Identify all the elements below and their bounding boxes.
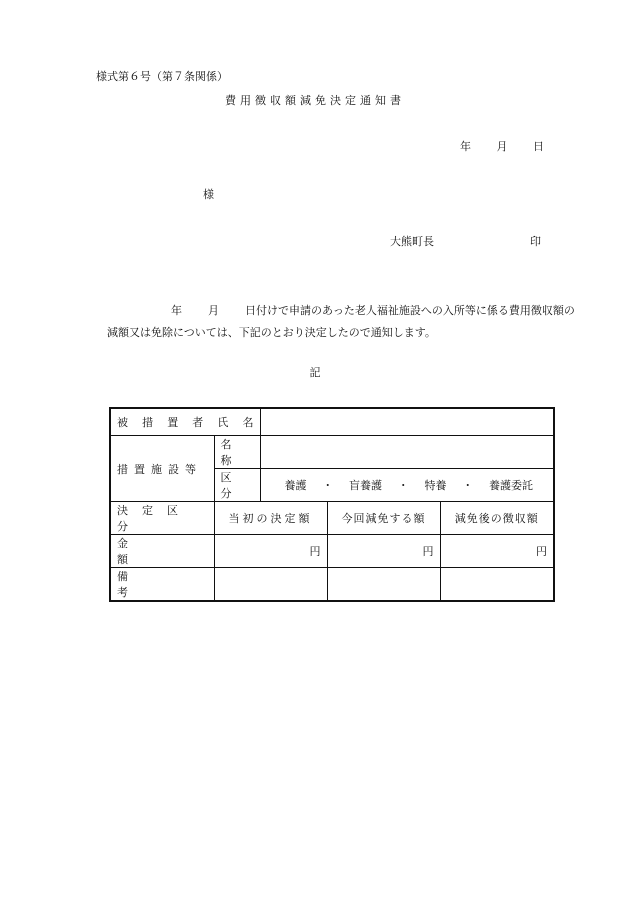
- body-year: 年: [171, 304, 182, 317]
- name-label-char: 者: [192, 416, 204, 429]
- row-amount: [110, 535, 554, 568]
- name-label-char: 措: [142, 416, 154, 429]
- decision-label: 決定区分: [110, 502, 214, 535]
- remarks-after[interactable]: [440, 568, 554, 602]
- remarks-label: 備考: [110, 568, 214, 602]
- row-headers: [110, 502, 554, 535]
- option-tokuyo: 特養: [424, 479, 447, 492]
- name-label-char: 氏: [217, 416, 229, 429]
- name-label-char: 被: [117, 416, 128, 429]
- name-label-cell: [110, 408, 260, 436]
- date-month: 月: [496, 140, 508, 153]
- name-label-char: 名: [242, 416, 254, 429]
- issue-date: [460, 138, 544, 154]
- col-initial: 当初の決定額: [214, 502, 327, 535]
- col-after: 減免後の徴収額: [440, 502, 554, 535]
- facility-name-label: 名称: [214, 436, 260, 469]
- option-dot-3: ・: [462, 479, 474, 492]
- notice-body: [107, 300, 577, 344]
- option-dot-1: ・: [322, 479, 334, 492]
- body-text: 日付けで申請のあった老人福祉施設への入所等に係る費用徴収額の減額又は免除については、下記のとおり決定したので通知します。: [107, 304, 575, 339]
- name-label: [117, 414, 254, 430]
- date-day: 日: [533, 140, 544, 153]
- option-yogo-itaku: 養護委託: [489, 479, 533, 492]
- remarks-initial[interactable]: [214, 568, 327, 602]
- row-remarks: [110, 568, 554, 602]
- option-dot-2: ・: [397, 479, 409, 492]
- addressee-suffix: 様: [203, 188, 214, 201]
- facility-name-value[interactable]: [260, 436, 554, 469]
- name-label-char: 置: [167, 416, 179, 429]
- row-facility-name: [110, 436, 554, 469]
- issuer-name: 大熊町長: [390, 235, 434, 248]
- decision-table: [109, 407, 555, 602]
- amount-after: 円: [440, 535, 554, 568]
- body-month: 月: [208, 304, 219, 317]
- option-moyogo: 盲養護: [349, 479, 382, 492]
- form-number: 様式第６号（第７条関係）: [96, 70, 228, 83]
- date-year: 年: [460, 140, 471, 153]
- amount-initial: 円: [214, 535, 327, 568]
- amount-reduction: 円: [327, 535, 440, 568]
- row-name: [110, 408, 554, 436]
- remarks-reduction[interactable]: [327, 568, 440, 602]
- seal-mark: 印: [530, 235, 541, 248]
- category-label: 区分: [214, 469, 260, 502]
- amount-label: 金額: [110, 535, 214, 568]
- name-value-cell[interactable]: [260, 408, 554, 436]
- document-title: 費用徴収額減免決定通知書: [225, 94, 405, 107]
- ki-heading: 記: [309, 366, 321, 379]
- option-yogo: 養護: [284, 479, 307, 492]
- facility-label: 措置施設等: [110, 436, 214, 502]
- col-reduction: 今回減免する額: [327, 502, 440, 535]
- category-options: [260, 469, 554, 502]
